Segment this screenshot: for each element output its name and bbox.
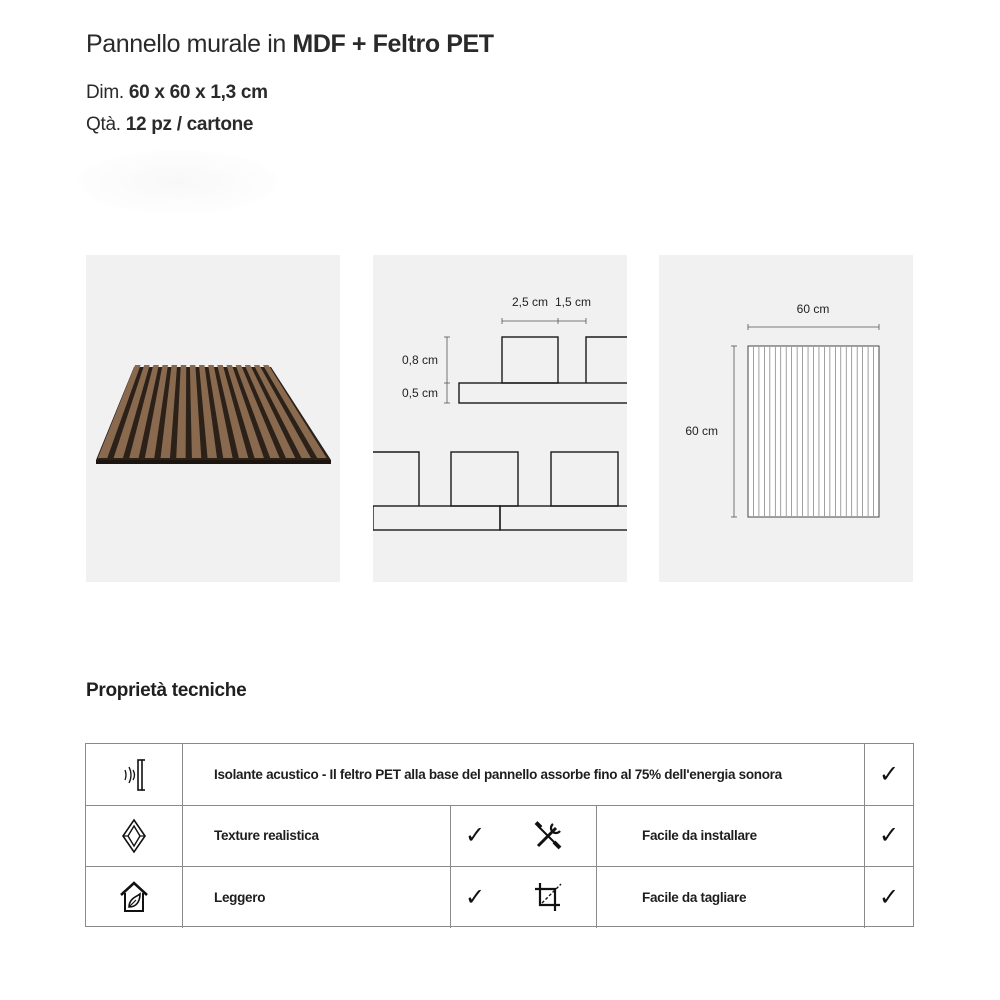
properties-title: Proprietà tecniche — [86, 680, 247, 701]
dim-label: Dim. — [86, 82, 124, 103]
qty-label: Qtà. — [86, 114, 121, 135]
texture-diamond-icon — [86, 805, 182, 866]
decorative-glow — [78, 150, 278, 214]
check-icon: ✓ — [878, 822, 900, 849]
sound-insulation-icon — [86, 744, 182, 805]
qty-value: 12 pz / cartone — [125, 114, 254, 135]
page-title — [86, 30, 494, 59]
property-label: Facile da tagliare — [642, 889, 747, 905]
slat-height-label: 0,8 cm — [401, 353, 438, 367]
front-height-label: 60 cm — [685, 424, 718, 438]
gap-width-label: 1,5 cm — [554, 295, 592, 309]
check-icon: ✓ — [878, 761, 900, 788]
check-icon: ✓ — [464, 883, 486, 911]
crop-cut-icon — [500, 866, 596, 928]
property-label: Isolante acustico - Il feltro PET alla base del pannello assorbe fino al 75% dell'energia sonora — [214, 767, 782, 782]
lightweight-house-icon — [86, 866, 182, 928]
col-divider — [596, 805, 597, 928]
check-icon: ✓ — [464, 822, 486, 849]
front-drawing — [659, 255, 913, 582]
profile-diagram — [373, 255, 627, 582]
title-prefix: Pannello murale in — [86, 30, 286, 58]
property-label: Facile da installare — [642, 828, 757, 843]
tools-icon — [500, 805, 596, 866]
properties-table — [85, 743, 914, 927]
slat-width-label: 2,5 cm — [511, 295, 549, 309]
front-diagram — [659, 255, 913, 582]
col-divider — [182, 744, 183, 928]
spec-quantity — [86, 114, 253, 136]
property-label: Leggero — [214, 889, 266, 905]
base-height-label: 0,5 cm — [401, 386, 438, 400]
dim-value: 60 x 60 x 1,3 cm — [128, 82, 268, 103]
title-material: MDF + Feltro PET — [292, 30, 494, 58]
property-label: Texture realistica — [214, 828, 319, 843]
product-image — [86, 255, 340, 582]
front-width-label: 60 cm — [796, 302, 830, 316]
wood-panel-illustration — [86, 255, 340, 582]
profile-drawing — [373, 255, 627, 582]
check-icon: ✓ — [878, 883, 900, 911]
spec-dimensions — [86, 82, 268, 104]
